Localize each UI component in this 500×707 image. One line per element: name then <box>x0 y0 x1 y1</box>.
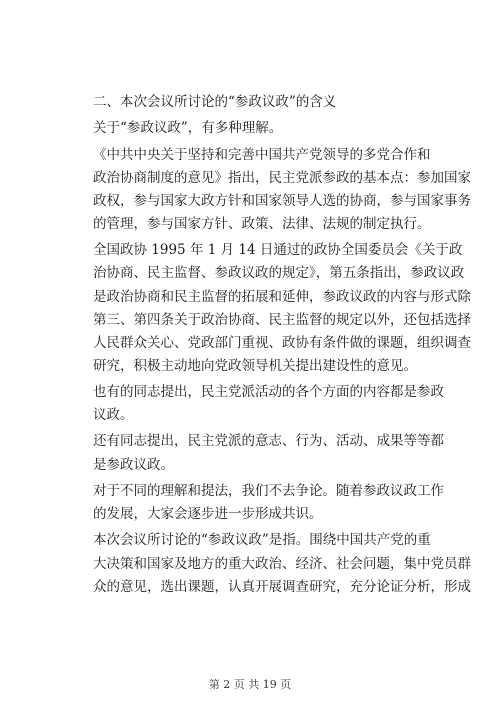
paragraph-line: 议政。 <box>93 407 134 423</box>
paragraph-line: 大决策和国家及地方的重大政治、经济、社会问题，集中党员群 <box>93 556 471 572</box>
paragraph-line: 关于“参政议政”，有多种理解。 <box>93 120 283 136</box>
paragraph-line: 研究，积极主动地向党政领导机关提出建设性的意见。 <box>93 358 417 374</box>
paragraph-line: 的发展，大家会逐步进一步形成共识。 <box>93 506 323 522</box>
paragraph-line: 全国政协 1995 年 1 月 14 日通过的政协全国委员会《关于政 <box>93 242 463 258</box>
paragraph-line: 本次会议所讨论的“参政议政”是指。围绕中国共产党的重 <box>93 532 431 548</box>
paragraph-line: 众的意见，选出课题，认真开展调查研究，充分论证分析，形成 <box>93 579 471 595</box>
section-heading: 二、本次会议所讨论的“参政议政”的含义 <box>93 94 337 110</box>
paragraph-line: 对于不同的理解和提法，我们不去争论。随着参政议政工作 <box>93 483 444 499</box>
paragraph-line: 人民群众关心、党政部门重视、政协有条件做的课题，组织调查 <box>93 335 471 351</box>
paragraph-line: 治协商、民主监督、参政议政的规定》，第五条指出，参政议政 <box>93 265 465 281</box>
page-number-footer: 第 2 页 共 19 页 <box>208 678 292 691</box>
paragraph-line: 政治协商制度的意见》指出，民主党派参政的基本点：参加国家 <box>93 170 471 186</box>
paragraph-line: 政权，参与国家大政方针和国家领导人选的协商，参与国家事务 <box>93 193 471 209</box>
paragraph-line: 的管理，参与国家方针、政策、法律、法规的制定执行。 <box>93 216 431 232</box>
paragraph-line: 也有的同志提出，民主党派活动的各个方面的内容都是参政 <box>93 384 444 400</box>
paragraph-line: 第三、第四条关于政治协商、民主监督的规定以外，还包括选择 <box>93 312 471 328</box>
paragraph-line: 是政治协商和民主监督的拓展和延伸，参政议政的内容与形式除 <box>93 289 471 305</box>
paragraph-line: 是参政议政。 <box>93 457 174 473</box>
paragraph-line: 《中共中央关于坚持和完善中国共产党领导的多党合作和 <box>93 147 431 163</box>
paragraph-line: 还有同志提出，民主党派的意志、行为、活动、成果等等都 <box>93 433 444 449</box>
